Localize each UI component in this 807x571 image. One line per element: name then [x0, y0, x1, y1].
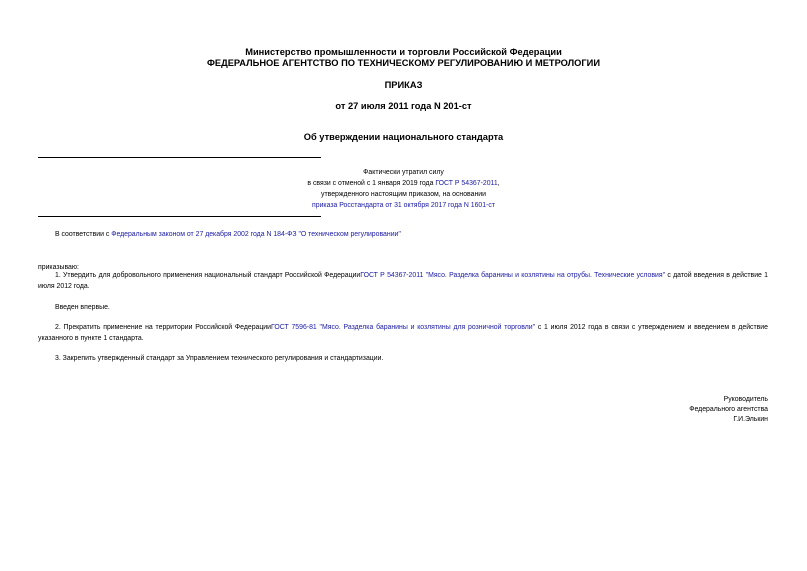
signature-title-2: Федерального агентства: [689, 406, 768, 413]
item-3-paragraph: 3. Закрепить утвержденный стандарт за Управлением технического регулирования и стандартизации.: [55, 355, 384, 362]
item-1-suffix: с датой введения в действие 1 июля 2012 года.: [38, 272, 769, 290]
status-line-2: [0, 180, 807, 187]
status-line-2-text: в связи с отменой с 1 января 2019 года: [307, 180, 436, 187]
item-1-paragraph: [38, 270, 768, 292]
document-type: ПРИКАЗ: [384, 80, 423, 90]
item-1-note: Введен впервые.: [55, 304, 110, 311]
item-2-paragraph: [38, 322, 768, 344]
divider-bottom: [38, 216, 321, 217]
status-line-1: Фактически утратил силу: [363, 169, 444, 176]
status-line-4: [0, 202, 807, 209]
rosstandart-order-link[interactable]: приказа Росстандарта от 31 октября 2017 года N 1601-ст: [312, 202, 495, 209]
signature-title-1: Руководитель: [723, 396, 768, 403]
item-1-text: 1. Утвердить для добровольного применения национальный стандарт Российской Федерации: [55, 272, 361, 279]
order-word: приказываю:: [38, 264, 79, 271]
document-date-number: от 27 июля 2011 года N 201-ст: [335, 101, 472, 111]
ministry-title: Министерство промышленности и торговли Российской Федерации: [245, 47, 562, 57]
divider-top: [38, 157, 321, 158]
gost-r-54367-2011-link[interactable]: ГОСТ Р 54367-2011 "Мясо. Разделка баранины и козлятины на отрубы. Технические условия": [360, 272, 666, 279]
status-line-2-suffix: ,: [497, 180, 500, 187]
gost-7596-81-link[interactable]: ГОСТ 7596-81 "Мясо. Разделка баранины и козлятины для розничной торговли": [271, 324, 536, 331]
agency-title: ФЕДЕРАЛЬНОЕ АГЕНТСТВО ПО ТЕХНИЧЕСКОМУ РЕГУЛИРОВАНИЮ И МЕТРОЛОГИИ: [206, 58, 601, 68]
basis-text: В соответствии с: [55, 231, 112, 238]
item-2-text: 2. Прекратить применение на территории Российской Федерации: [55, 324, 272, 331]
item-2-suffix: с 1 июля 2012 года в связи с утверждением и введением в действие указанного в пункте 1 стандарта.: [38, 324, 768, 342]
federal-law-link[interactable]: Федеральным законом от 27 декабря 2002 года N 184-ФЗ "О техническом регулировании": [111, 231, 401, 238]
status-line-3: утвержденного настоящим приказом, на основании: [321, 191, 486, 198]
basis-paragraph: [38, 229, 768, 240]
gost-54367-link[interactable]: ГОСТ Р 54367-2011: [435, 180, 498, 187]
document-subject: Об утверждении национального стандарта: [303, 132, 504, 142]
signature-name: Г.И.Элькин: [733, 416, 768, 423]
